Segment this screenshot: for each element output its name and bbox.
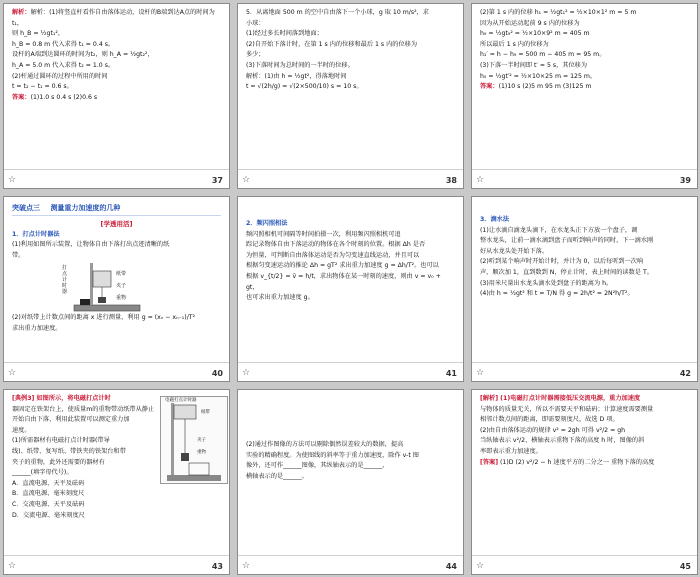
slide-37: [3, 3, 230, 189]
label-clip: 夹子: [116, 283, 127, 290]
text-line: 多少；: [246, 51, 265, 59]
text-line: 则 h_B = ½gt₁²，: [12, 30, 65, 38]
text-line: 踪记录物体自由下落运动的物体在各个时刻的位置。根据 Δh 是否: [246, 241, 426, 249]
page-number: 45: [679, 562, 691, 571]
text-line: 所以最后 1 s 内的位移为: [480, 40, 549, 48]
slide-footer: [238, 555, 463, 574]
text-line: h_A = 5.0 m 代入求得 t₂ = 1.0 s。: [12, 61, 115, 69]
text-line: (2)对纸带上计数点间的距离 x 进行测量，利用 g = (xₙ − xₙ₋₁)/T²: [12, 314, 196, 322]
slide-38: [237, 3, 464, 189]
slide-footer: [4, 169, 229, 188]
text-line: 频闪照相机可间隔等时间拍摄一次，利用频闪照相机可追: [246, 230, 401, 238]
slide-footer: [472, 555, 697, 574]
text-line: 像外，还可作______图像，其纵轴表示的是______，: [246, 462, 389, 470]
apparatus-diagram: [72, 261, 142, 313]
slide-44: [237, 389, 464, 575]
star-icon[interactable]: ☆: [476, 561, 485, 571]
text-line: h₉ = ½gt₉² = ½×10×9² m = 405 m: [480, 30, 590, 38]
star-icon[interactable]: ☆: [242, 561, 251, 571]
page-number: 37: [211, 176, 223, 185]
answer-line: 答案：(1)1.0 s 0.4 s (2)0.6 s: [12, 93, 98, 101]
text-line: (2)杆通过圆环的过程中所用的时间: [12, 72, 108, 80]
page-number: 39: [679, 176, 691, 185]
text-line: h₅ = ½gt′² = ½×10×25 m = 125 m。: [480, 72, 597, 80]
page-number: 44: [445, 562, 457, 571]
text-line: 解析：(1)由 h = ½gt²，得落地时间: [246, 72, 347, 80]
text-line: 为恒量，可判断自由落体运动是否为匀变速直线运动，并且可以: [246, 251, 420, 259]
text-line: (2)自开始下落计时，在第 1 s 内的位移和最后 1 s 内的位移为: [246, 40, 418, 48]
page-number: 43: [211, 562, 223, 571]
option-b[interactable]: B．直流电源、毫米刻度尺: [12, 490, 85, 498]
slide-45: [471, 389, 698, 575]
tag-label: [学透用活]: [100, 220, 133, 228]
label-weight: 重物: [197, 450, 206, 455]
option-a[interactable]: A．直流电源、天平及砝码: [12, 479, 85, 487]
text-line: 率即表示重力加速度。: [480, 447, 542, 455]
answer-line: [答案] (1)D (2) v²/2 − h 速度平方的二分之一 重物下落的高度: [480, 458, 655, 466]
apparatus-area: [12, 261, 221, 313]
label-clip: 夹子: [197, 438, 206, 443]
page-number: 40: [211, 369, 223, 378]
slide-41: [237, 196, 464, 382]
text-line: (2)听到某个响声时开始计时，并计为 0，以后每听到一次响: [480, 258, 644, 266]
text-line: 线)、纸带、复写纸、带铁夹的铁架台和带: [12, 447, 126, 455]
apparatus-diagram: [160, 396, 228, 484]
text-line: (2)第 1 s 内的位移 h₁ = ½gt₁² = ½×10×1² m = 5 m: [480, 9, 637, 16]
star-icon[interactable]: ☆: [476, 175, 485, 185]
text-line: (2)由自由落体运动的规律 v² = 2gh 可得 v²/2 = gh: [480, 426, 626, 434]
text-line: (1)利用如图所示装置，让物体自由下落打出点迹清晰的纸: [12, 241, 170, 249]
text-line: (3)用米尺量出水龙头滴水处到盘子的距离为 h。: [480, 279, 613, 287]
text-line: 横轴表示的是______。: [246, 472, 308, 480]
text-line: 因为从开始运动起前 9 s 内的位移为: [480, 19, 580, 27]
section-number: 突破点三: [12, 204, 40, 212]
star-icon[interactable]: ☆: [242, 175, 251, 185]
slide-body: [12, 394, 155, 552]
page-number: 42: [679, 369, 691, 378]
text-line: h₁′ = h − h₉ = 500 m − 405 m = 95 m。: [480, 51, 606, 59]
option-d[interactable]: D．交流电源、毫米刻度尺: [12, 511, 85, 519]
text-line: 与物体的质量无关，所以不需要天平和砝码；计算速度需要测量: [480, 405, 654, 413]
text-line: 解析：解析：(1)将竖直杆看作自由落体运动，设杆的B端到达A点的时间为t₁，: [12, 9, 215, 27]
page-number: 41: [445, 369, 457, 378]
star-icon[interactable]: ☆: [242, 368, 251, 378]
label-timer: 打点计时器: [62, 265, 68, 296]
label-tape: 纸带: [116, 271, 127, 278]
sub-heading: 3．滴水法: [480, 216, 510, 223]
sub-heading: 1．打点计时器法: [12, 230, 60, 238]
apparatus-figure: [161, 397, 227, 483]
slide-body: [12, 201, 221, 359]
star-icon[interactable]: ☆: [8, 561, 17, 571]
text-line: 器固定在铁架台上，使质量m的重物带动纸带从静止: [12, 405, 155, 413]
text-line: 带。: [12, 251, 25, 259]
text-line: t = √(2h/g) = √(2×500/10) s = 10 s。: [246, 83, 363, 91]
text-line: 根据匀变速运动的推论 Δh = gT² 求出重力加速度 g = Δh/T²。也可以: [246, 262, 439, 270]
slide-39: [471, 3, 698, 189]
text-line: 开始自由下落，利用此装置可以测定重力加: [12, 416, 130, 424]
option-c[interactable]: C．交流电源、天平及砝码: [12, 500, 85, 508]
text-line: 设杆的A端到达圆环的时间为t₂，则 h_A = ½gt₂²，: [12, 51, 154, 59]
text-line: t = t₂ − t₁ = 0.6 s。: [12, 83, 73, 91]
answer-line: 答案：(1)10 s (2)5 m 95 m (3)125 m: [480, 83, 592, 91]
slide-40: [3, 196, 230, 382]
slide-body: [246, 8, 455, 166]
text-line: 夹子的重物，此外还需要的器材有: [12, 458, 105, 466]
text-line: [解析] (1)电磁打点计时器需接低压交流电源，重力加速度: [480, 395, 641, 402]
section-header: [12, 201, 221, 216]
label-tape: 纸带: [201, 410, 210, 415]
slide-body: [246, 219, 455, 359]
text-line: 根据 v_{t/2} = v̄ = h/t，求出物体在某一时刻的速度，则由 v = v₀ + gt，: [246, 272, 441, 291]
label-weight: 重物: [116, 295, 127, 302]
page-number: 38: [445, 176, 457, 185]
text-line: 也可求出重力加速度 g。: [246, 294, 314, 302]
text-line: 好从水龙头处开始下落。: [480, 247, 549, 255]
slide-footer: [238, 362, 463, 381]
text-line: [典例3] 如图所示，将电磁打点计时: [12, 395, 111, 402]
label-timer: 电磁打点计时器: [165, 398, 197, 403]
section-title: 测量重力加速度的几种: [50, 204, 121, 212]
slide-body: [480, 394, 689, 552]
slide-footer: [238, 169, 463, 188]
slide-footer: [472, 169, 697, 188]
slide-body: [480, 215, 689, 359]
text-line: 5．从离地面 500 m 的空中自由落下一个小球，g 取 10 m/s²，求: [246, 9, 429, 16]
star-icon[interactable]: ☆: [476, 368, 485, 378]
text-line: 当纵轴表示 v²/2，横轴表示重物下落的高度 h 时，图像的斜: [480, 437, 645, 445]
star-icon[interactable]: ☆: [8, 368, 17, 378]
text-line: 求出重力加速度。: [12, 324, 62, 332]
text-line: (1)经过多长时间落到地面；: [246, 30, 323, 38]
text-line: 声，顺次加 1，直到数到 N，停止计时，表上时间的读数是 T。: [480, 268, 653, 276]
text-line: (1)所需器材有电磁打点计时器(带导: [12, 437, 110, 445]
text-line: h_B = 0.8 m 代入求得 t₁ = 0.4 s。: [12, 40, 115, 48]
sub-heading: 2．频闪照相法: [246, 220, 288, 227]
text-line: 整水龙头，让前一滴水滴到盘子而听到响声的同时，下一滴水刚: [480, 237, 654, 245]
slide-body: [246, 440, 455, 552]
slide-footer: [4, 555, 229, 574]
text-line: ______(填字母代号)。: [12, 469, 73, 477]
slide-footer: [4, 362, 229, 381]
text-line: (2)通过作图像的方法可以剔除偶然误差较大的数据，提高: [246, 441, 404, 448]
text-line: 相邻计数点间的距离，即需要刻度尺，故选 D 项。: [480, 416, 619, 424]
text-line: (1)让水滴自滴龙头滴下，在水龙头正下方放一个盘子，调: [480, 226, 638, 234]
text-line: 小球：: [246, 19, 265, 27]
slide-footer: [472, 362, 697, 381]
text-line: 速度。: [12, 426, 31, 434]
star-icon[interactable]: ☆: [8, 175, 17, 185]
text-line: (3)下落时间为总时间的一半时的位移。: [246, 61, 354, 69]
slide-body: [12, 8, 221, 166]
text-line: (3)下落一半时间即 t′ = 5 s，其位移为: [480, 61, 588, 69]
slide-42: [471, 196, 698, 382]
text-line: 实验的精确程度。为使图线的斜率等于重力加速度，除作 v-t 图: [246, 451, 419, 459]
slide-body: [480, 8, 689, 166]
slide-43: [3, 389, 230, 575]
text-line: (4)由 h = ½gt² 和 t = T/N 得 g = 2h/t² = 2N²h/T²。: [480, 290, 634, 298]
